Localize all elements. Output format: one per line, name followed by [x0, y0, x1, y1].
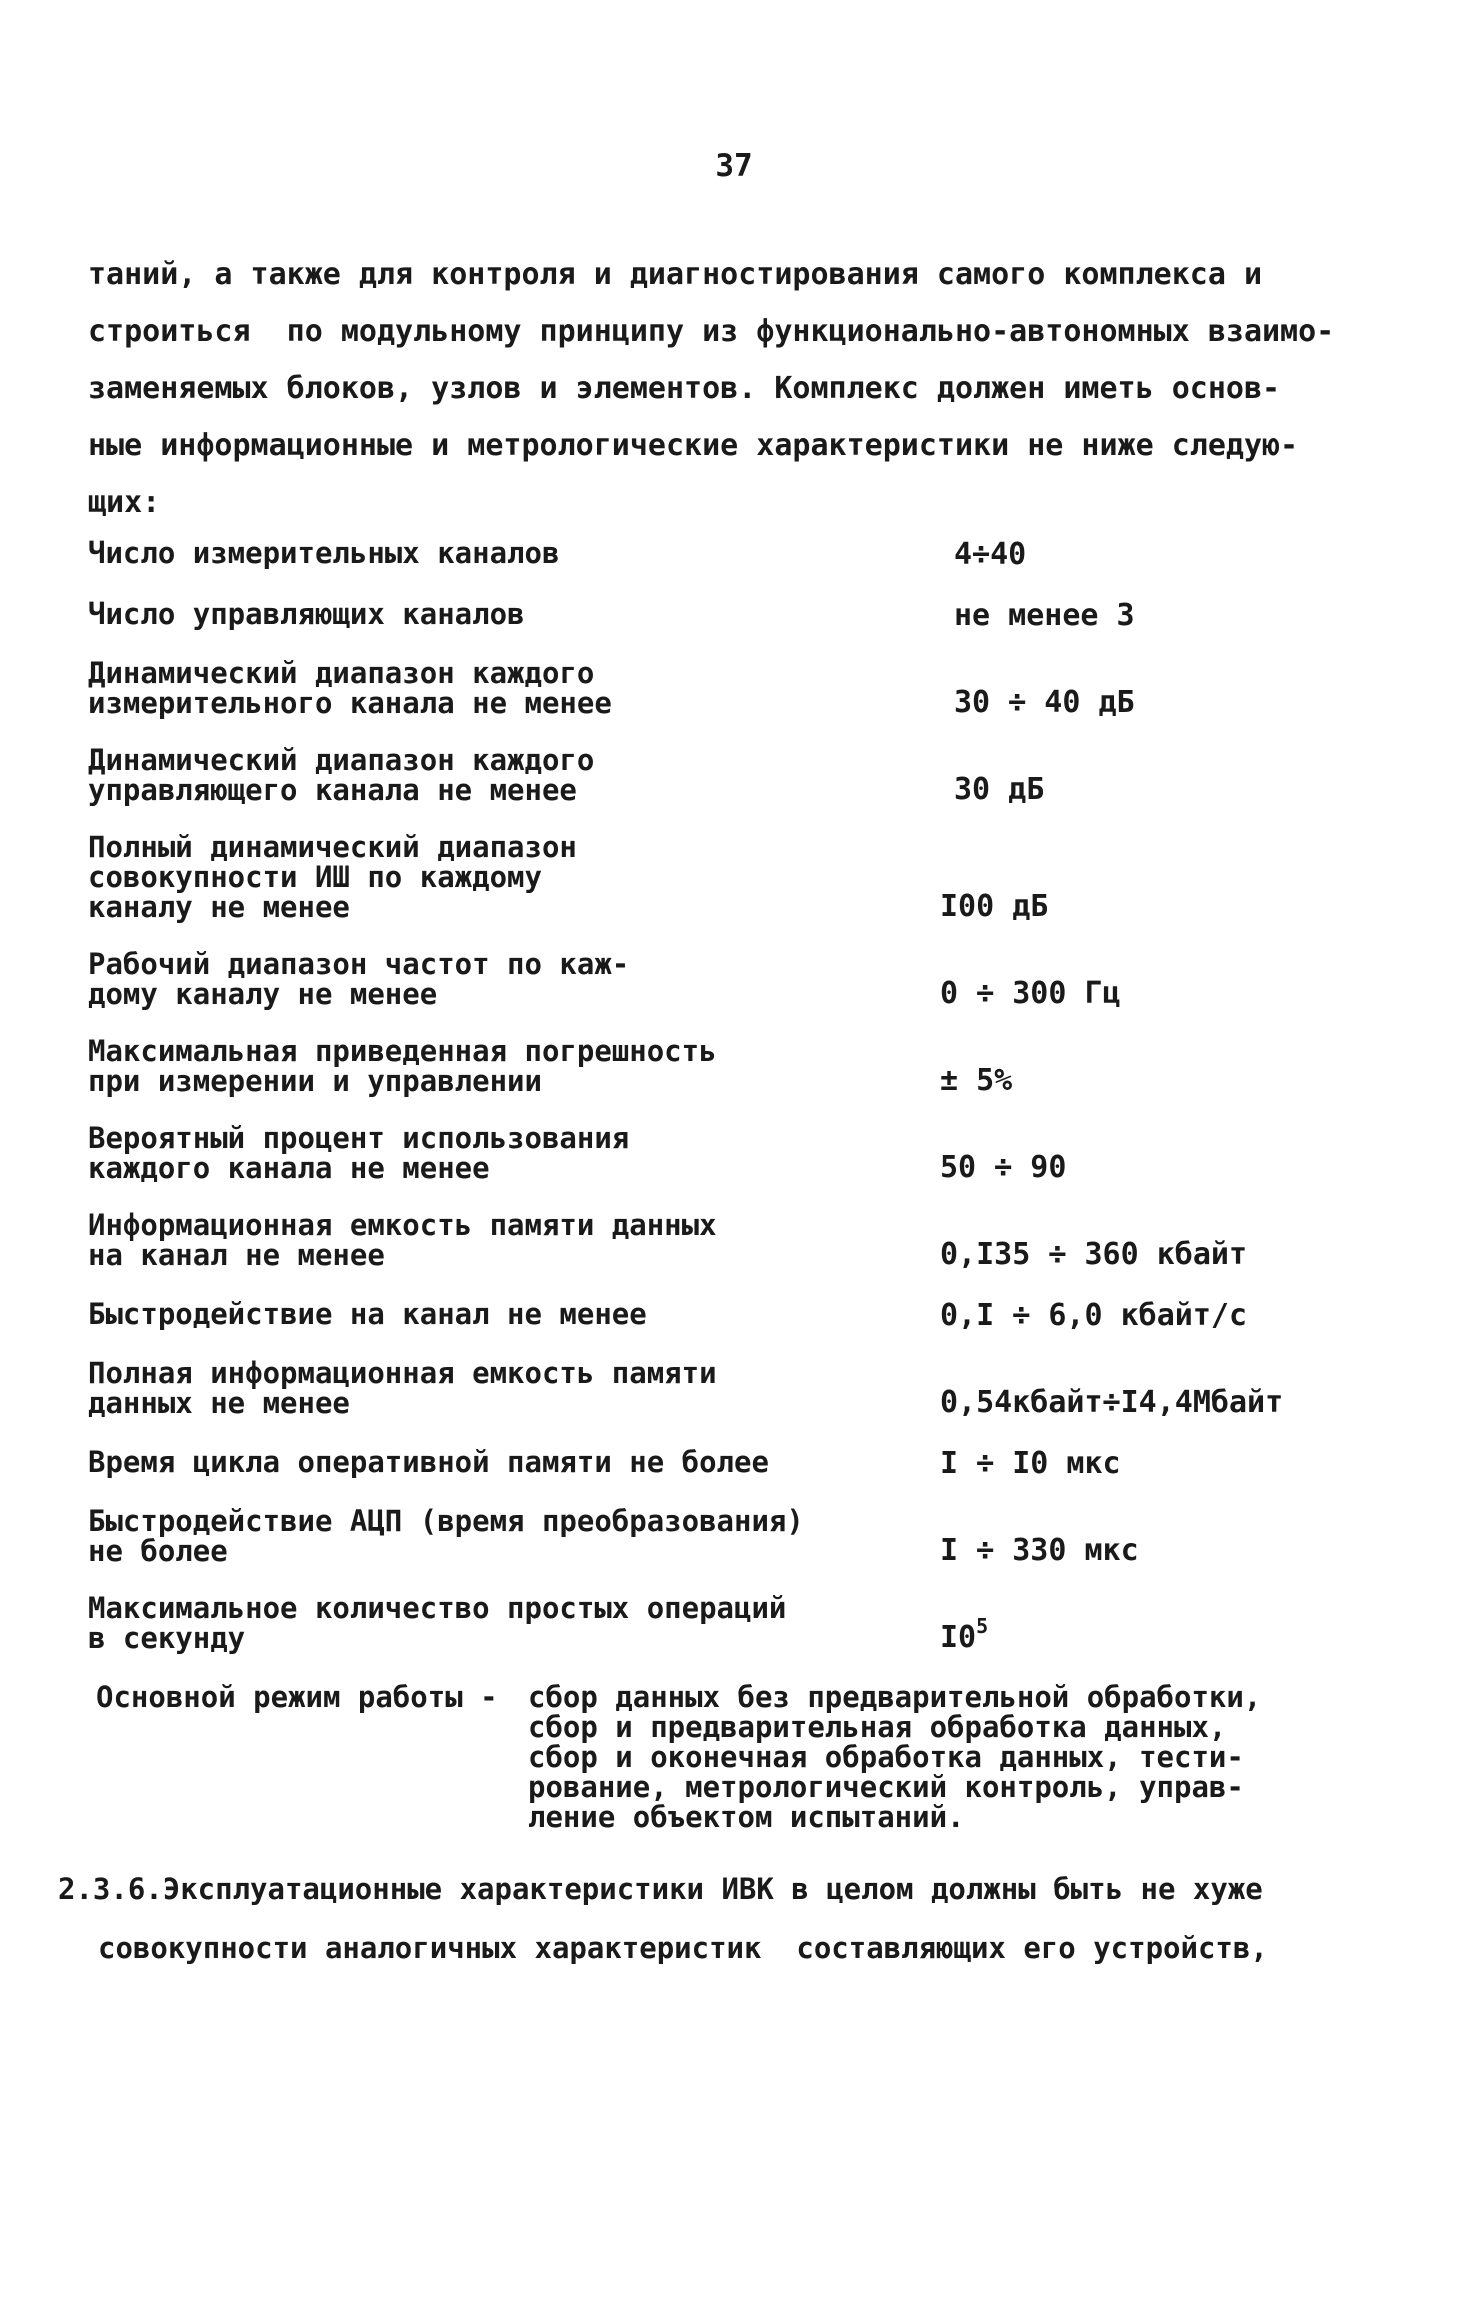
- spec-row: [88, 658, 1348, 718]
- spec-label: Полная информационная емкость памяти данных не менее: [88, 1356, 717, 1420]
- spec-value: I00 дБ: [940, 889, 1049, 924]
- spec-label: Максимальная приведенная погрешность при измерении и управлении: [88, 1034, 717, 1098]
- spec-row: [88, 536, 1348, 570]
- spec-label: Динамический диапазон каждого измерительного канала не менее: [88, 656, 612, 720]
- spec-label: Полный динамический диапазон совокупности ИШ по каждому каналу не менее: [88, 830, 577, 924]
- intro-line: таний, а также для контроля и диагностирования самого комплекса и: [88, 257, 1262, 292]
- section-2-3-6: [58, 1860, 1398, 1978]
- spec-row: [88, 1210, 1348, 1270]
- spec-value: 50 ÷ 90: [940, 1150, 1067, 1185]
- page-number: 37: [715, 148, 753, 184]
- spec-label: Информационная емкость памяти данных на канал не менее: [88, 1208, 717, 1272]
- spec-label: Рабочий диапазон частот по каж- дому каналу не менее: [88, 947, 630, 1011]
- spec-value: 30 ÷ 40 дБ: [954, 685, 1135, 720]
- spec-row: [88, 745, 1348, 805]
- spec-value: I ÷ I0 мкс: [940, 1446, 1121, 1481]
- spec-value: 30 дБ: [954, 772, 1045, 807]
- spec-row: [88, 1506, 1348, 1566]
- spec-label: Быстродействие АЦП (время преобразования) не более: [88, 1504, 804, 1568]
- spec-value: 0 ÷ 300 Гц: [940, 976, 1121, 1011]
- spec-value-base: I0: [940, 1620, 977, 1655]
- spec-row: [88, 1445, 1348, 1479]
- intro-line: заменяемых блоков, узлов и элементов. Комплекс должен иметь основ-: [88, 371, 1281, 406]
- mode-text: сбор данных без предварительной обработки, сбор и предварительная обработка данных, сбор и оконечная обработка данных, тести- рование, метрологический контроль, управ- ление объектом испытаний.: [528, 1680, 1262, 1834]
- operating-mode: [96, 1682, 1261, 1832]
- intro-paragraph: [88, 246, 1338, 531]
- spec-value: [940, 1614, 989, 1655]
- spec-label: Число управляющих каналов: [88, 597, 525, 631]
- intro-line: щих:: [88, 485, 161, 520]
- spec-row: [88, 1297, 1348, 1331]
- spec-label: Вероятный процент использования каждого канала не менее: [88, 1121, 630, 1185]
- spec-value: 0,54кбайт÷I4,4Мбайт: [940, 1385, 1284, 1420]
- spec-row: [88, 949, 1348, 1009]
- spec-row: [88, 1593, 1348, 1653]
- spec-value-exponent: 5: [976, 1614, 989, 1638]
- spec-value: 0,I35 ÷ 360 кбайт: [940, 1237, 1248, 1272]
- section-line: 2.3.6.Эксплуатационные характеристики ИВК в целом должны быть не хуже: [58, 1872, 1263, 1906]
- spec-value: 4÷40: [954, 537, 1027, 572]
- spec-label: Максимальное количество простых операций в секунду: [88, 1591, 787, 1655]
- spec-label: Время цикла оперативной памяти не более: [88, 1445, 769, 1479]
- spec-value: ± 5%: [940, 1063, 1013, 1098]
- spec-row: [88, 832, 1348, 922]
- spec-row: [88, 597, 1348, 631]
- spec-label: Динамический диапазон каждого управляющего канала не менее: [88, 743, 595, 807]
- mode-label: Основной режим работы -: [96, 1680, 498, 1714]
- spec-value: не менее 3: [954, 598, 1135, 633]
- spec-value: 0,I ÷ 6,0 кбайт/с: [940, 1298, 1248, 1333]
- spec-row: [88, 1123, 1348, 1183]
- spec-label: Число измерительных каналов: [88, 536, 560, 570]
- spec-row: [88, 1358, 1348, 1418]
- section-line: совокупности аналогичных характеристик составляющих его устройств,: [98, 1931, 1268, 1965]
- spec-label: Быстродействие на канал не менее: [88, 1297, 647, 1331]
- specs-list: [88, 536, 1348, 1680]
- intro-line: строиться по модульному принципу из функционально-автономных взаимо-: [88, 314, 1335, 349]
- spec-row: [88, 1036, 1348, 1096]
- spec-value: I ÷ 330 мкс: [940, 1533, 1139, 1568]
- intro-line: ные информационные и метрологические характеристики не ниже следую-: [88, 428, 1299, 463]
